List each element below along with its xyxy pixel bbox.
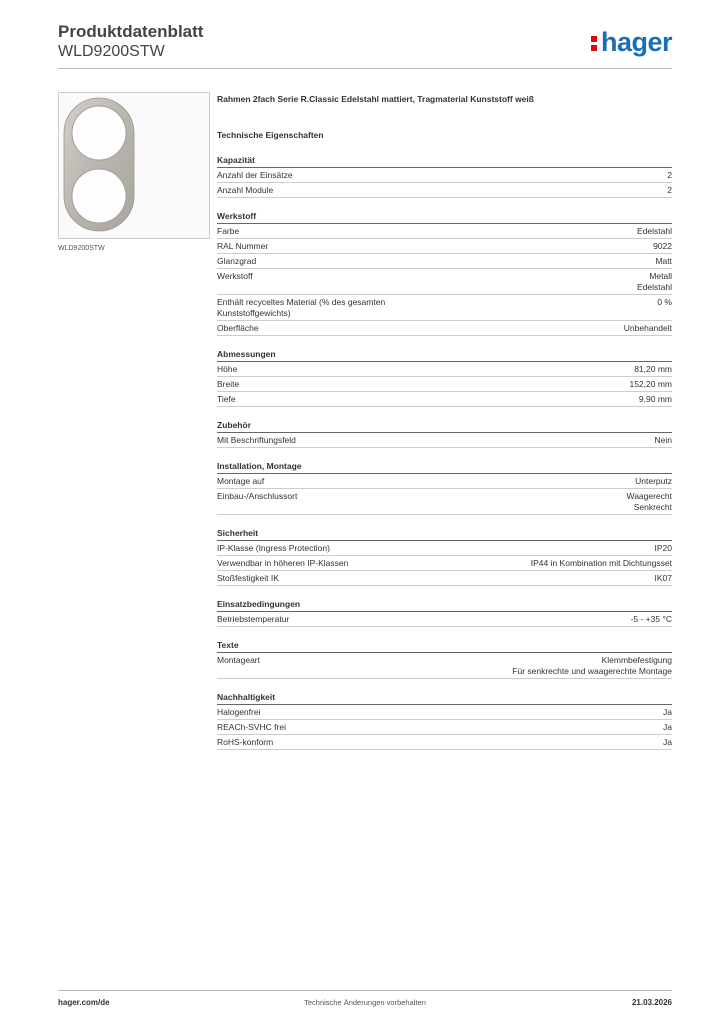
spec-value: Ja — [663, 707, 672, 717]
spec-value: IK07 — [654, 573, 672, 583]
spec-row — [217, 705, 672, 720]
spec-value: Ja — [663, 737, 672, 747]
spec-value: Ja — [663, 722, 672, 732]
spec-section — [217, 348, 672, 407]
spec-label: Anzahl Module — [217, 185, 274, 195]
spec-value: Waagerecht Senkrecht — [626, 491, 672, 512]
spec-row — [217, 168, 672, 183]
spec-row — [217, 489, 672, 515]
section-title: Installation, Montage — [217, 460, 672, 474]
hager-logo — [591, 26, 672, 58]
logo-dots-icon — [591, 32, 599, 52]
spec-label: Montage auf — [217, 476, 265, 486]
spec-value: Unbehandelt — [623, 323, 672, 333]
spec-label: REACh-SVHC frei — [217, 722, 286, 732]
section-title: Werkstoff — [217, 210, 672, 224]
spec-section — [217, 154, 672, 198]
section-title: Zubehör — [217, 419, 672, 433]
spec-label: Oberfläche — [217, 323, 259, 333]
spec-label: Halogenfrei — [217, 707, 261, 717]
page-header — [58, 22, 672, 69]
spec-label: Enthält recyceltes Material (% des gesamten Kunststoffgewichts) — [217, 297, 386, 318]
spec-row — [217, 612, 672, 627]
page-footer — [58, 990, 672, 1015]
spec-row — [217, 377, 672, 392]
spec-section — [217, 460, 672, 515]
spec-value: 152,20 mm — [629, 379, 672, 389]
section-title: Kapazität — [217, 154, 672, 168]
document-title: Produktdatenblatt — [58, 22, 204, 41]
spec-row — [217, 433, 672, 448]
spec-value: 9,90 mm — [638, 394, 672, 404]
spec-row — [217, 295, 672, 321]
spec-row — [217, 735, 672, 750]
section-title: Nachhaltigkeit — [217, 691, 672, 705]
image-caption: WLD9200STW — [58, 245, 105, 252]
tech-heading: Technische Eigenschaften — [217, 130, 324, 140]
spec-label: Werkstoff — [217, 271, 253, 281]
section-title: Einsatzbedingungen — [217, 598, 672, 612]
spec-row — [217, 224, 672, 239]
spec-value: 9022 — [653, 241, 672, 251]
frame-2fach-icon — [59, 93, 209, 238]
spec-label: Glanzgrad — [217, 256, 257, 266]
spec-row — [217, 474, 672, 489]
spec-label: Stoßfestigkeit IK — [217, 573, 279, 583]
spec-section — [217, 419, 672, 448]
spec-label: Tiefe — [217, 394, 236, 404]
spec-label: Verwendbar in höheren IP-Klassen — [217, 558, 349, 568]
spec-sections — [217, 154, 672, 750]
spec-row — [217, 556, 672, 571]
spec-label: Höhe — [217, 364, 238, 374]
spec-value: Matt — [655, 256, 672, 266]
spec-section — [217, 210, 672, 336]
product-code: WLD9200STW — [58, 43, 165, 60]
spec-label: Breite — [217, 379, 240, 389]
spec-content — [217, 94, 672, 750]
spec-row — [217, 362, 672, 377]
spec-value: Nein — [654, 435, 672, 445]
logo-text: hager — [600, 27, 672, 57]
section-title: Sicherheit — [217, 527, 672, 541]
spec-label: Einbau-/Anschlussort — [217, 491, 298, 501]
spec-row — [217, 321, 672, 336]
spec-value: Edelstahl — [637, 226, 672, 236]
spec-label: Montageart — [217, 655, 260, 665]
spec-value: Metall Edelstahl — [637, 271, 672, 292]
spec-section — [217, 691, 672, 750]
spec-value: Klemmbefestigung Für senkrechte und waagerechte Montage — [512, 655, 672, 676]
spec-row — [217, 720, 672, 735]
section-title: Texte — [217, 639, 672, 653]
spec-row — [217, 183, 672, 198]
spec-value: -5 - +35 °C — [630, 614, 672, 624]
product-image — [58, 92, 210, 239]
product-description: Rahmen 2fach Serie R.Classic Edelstahl mattiert, Tragmaterial Kunststoff weiß — [217, 94, 534, 104]
spec-section — [217, 598, 672, 627]
spec-row — [217, 571, 672, 586]
spec-section — [217, 639, 672, 679]
spec-label: RAL Nummer — [217, 241, 269, 251]
spec-label: IP-Klasse (Ingress Protection) — [217, 543, 330, 553]
spec-section — [217, 527, 672, 586]
spec-value: 81,20 mm — [634, 364, 672, 374]
spec-value: Unterputz — [635, 476, 672, 486]
spec-label: Farbe — [217, 226, 240, 236]
spec-label: Betriebstemperatur — [217, 614, 290, 624]
spec-value: IP44 in Kombination mit Dichtungsset — [530, 558, 672, 568]
footer-website: hager.com/de — [58, 998, 110, 1007]
spec-value: 2 — [667, 185, 672, 195]
spec-value: IP20 — [654, 543, 672, 553]
spec-value: 0 % — [657, 297, 672, 307]
spec-row — [217, 392, 672, 407]
section-title: Abmessungen — [217, 348, 672, 362]
spec-value: 2 — [667, 170, 672, 180]
spec-row — [217, 541, 672, 556]
spec-label: Anzahl der Einsätze — [217, 170, 293, 180]
spec-row — [217, 269, 672, 295]
spec-label: RoHS-konform — [217, 737, 274, 747]
footer-date: 21.03.2026 — [631, 998, 672, 1007]
spec-row — [217, 653, 672, 679]
footer-disclaimer: Technische Änderungen vorbehalten — [304, 998, 426, 1007]
spec-label: Mit Beschriftungsfeld — [217, 435, 296, 445]
spec-row — [217, 254, 672, 269]
spec-row — [217, 239, 672, 254]
